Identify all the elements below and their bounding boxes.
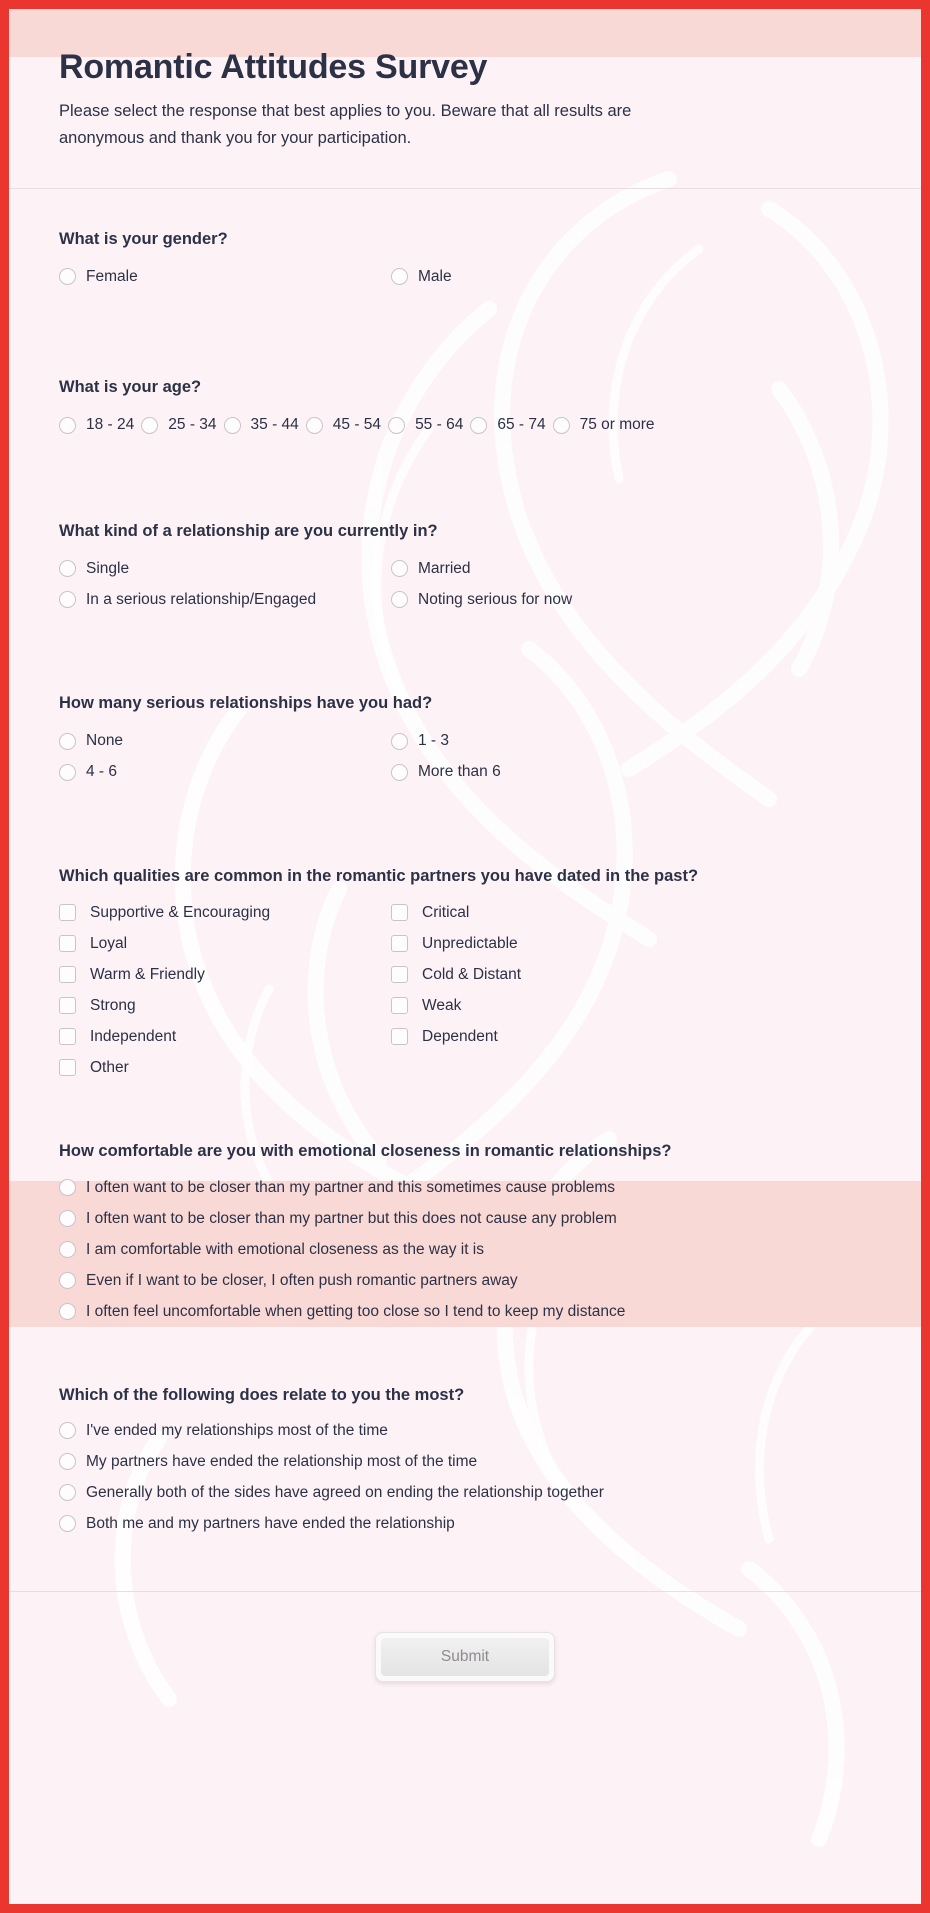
checkbox-icon[interactable]	[59, 1059, 76, 1076]
option-independent[interactable]	[59, 1021, 391, 1052]
option-label: Noting serious for now	[418, 590, 573, 608]
option-age-65-74[interactable]	[470, 410, 545, 441]
option-gender-male[interactable]	[391, 261, 921, 292]
option-label: 75 or more	[579, 416, 655, 434]
radio-icon[interactable]	[391, 268, 408, 285]
option-other[interactable]	[59, 1052, 391, 1083]
radio-icon[interactable]	[391, 591, 408, 608]
question-gender	[59, 189, 921, 292]
question-relates-most	[59, 1327, 921, 1538]
radio-icon[interactable]	[59, 560, 76, 577]
radio-icon[interactable]	[59, 733, 76, 750]
submit-area	[9, 1592, 921, 1682]
options-emotional-closeness	[59, 1162, 921, 1327]
option-critical[interactable]	[391, 897, 921, 928]
option-label: I often want to be closer than my partner and this sometimes cause problems	[86, 1179, 615, 1197]
option-label: None	[86, 732, 124, 750]
question-partner-qualities	[59, 788, 921, 1083]
option-label: In a serious relationship/Engaged	[86, 590, 317, 608]
option-label: Both me and my partners have ended the relationship	[86, 1514, 455, 1532]
radio-icon[interactable]	[59, 268, 76, 285]
option-label: 25 - 34	[168, 416, 217, 434]
option-age-55-64[interactable]	[388, 410, 463, 441]
checkbox-icon[interactable]	[391, 1028, 408, 1045]
radio-icon[interactable]	[391, 560, 408, 577]
option-relates-2[interactable]	[59, 1446, 921, 1477]
option-cold-distant[interactable]	[391, 959, 921, 990]
radio-icon[interactable]	[388, 417, 405, 434]
option-count-more-than-6[interactable]	[391, 757, 921, 788]
option-label: Supportive & Encouraging	[90, 903, 271, 921]
radio-icon[interactable]	[59, 1453, 76, 1470]
option-label: 55 - 64	[415, 416, 464, 434]
option-label: Strong	[90, 996, 136, 1014]
option-closeness-3[interactable]	[59, 1234, 921, 1265]
survey-header	[9, 9, 921, 152]
radio-icon[interactable]	[306, 417, 323, 434]
option-gender-female[interactable]	[59, 261, 391, 292]
option-label: Single	[86, 559, 130, 577]
option-label: Other	[90, 1058, 129, 1076]
checkbox-icon[interactable]	[59, 966, 76, 983]
option-label: I often feel uncomfortable when getting too close so I tend to keep my distance	[86, 1303, 626, 1321]
question-partner-qualities-title: Which qualities are common in the romantic partners you have dated in the past?	[59, 866, 699, 885]
option-label: Even if I want to be closer, I often push romantic partners away	[86, 1272, 518, 1290]
option-label: 4 - 6	[86, 763, 118, 781]
option-label: 35 - 44	[250, 416, 299, 434]
options-relates-most	[59, 1407, 921, 1539]
option-supportive-encouraging[interactable]	[59, 897, 391, 928]
option-label: More than 6	[418, 763, 501, 781]
survey-description: Please select the response that best applies to you. Beware that all results are anonymous and thank you for your participation.	[59, 102, 632, 148]
question-age-title: What is your age?	[59, 378, 202, 397]
option-weak[interactable]	[391, 990, 921, 1021]
radio-icon[interactable]	[553, 417, 570, 434]
option-label: I've ended my relationships most of the time	[86, 1421, 388, 1439]
option-age-25-34[interactable]	[141, 410, 216, 441]
checkbox-icon[interactable]	[59, 904, 76, 921]
option-relates-3[interactable]	[59, 1477, 921, 1508]
checkbox-icon[interactable]	[391, 935, 408, 952]
submit-frame	[375, 1632, 555, 1682]
option-strong[interactable]	[59, 990, 391, 1021]
option-single[interactable]	[59, 553, 391, 584]
option-label: I often want to be closer than my partner but this does not cause any problem	[86, 1210, 617, 1228]
options-relationship-kind	[59, 542, 921, 615]
radio-icon[interactable]	[59, 1179, 76, 1196]
checkbox-icon[interactable]	[391, 997, 408, 1014]
radio-icon[interactable]	[59, 1303, 76, 1320]
question-relates-most-title: Which of the following does relate to you the most?	[59, 1386, 465, 1405]
survey-body	[9, 189, 921, 1539]
option-warm-friendly[interactable]	[59, 959, 391, 990]
option-unpredictable[interactable]	[391, 928, 921, 959]
option-label: Loyal	[90, 934, 128, 952]
option-age-35-44[interactable]	[224, 410, 299, 441]
option-label: My partners have ended the relationship most of the time	[86, 1452, 478, 1470]
option-closeness-5[interactable]	[59, 1296, 921, 1327]
question-age	[59, 292, 921, 440]
question-serious-count-title: How many serious relationships have you had?	[59, 694, 433, 713]
question-emotional-closeness-title: How comfortable are you with emotional closeness in romantic relationships?	[59, 1142, 672, 1161]
option-label: Married	[418, 559, 471, 577]
option-serious-engaged[interactable]	[59, 584, 391, 615]
option-dependent[interactable]	[391, 1021, 921, 1052]
option-age-75-or-more[interactable]	[553, 410, 655, 441]
radio-icon[interactable]	[59, 1422, 76, 1439]
radio-icon[interactable]	[391, 764, 408, 781]
radio-icon[interactable]	[141, 417, 158, 434]
radio-icon[interactable]	[59, 1210, 76, 1227]
question-gender-title: What is your gender?	[59, 229, 228, 248]
question-relationship-kind-title: What kind of a relationship are you currently in?	[59, 521, 438, 540]
radio-icon[interactable]	[59, 1272, 76, 1289]
checkbox-icon[interactable]	[391, 904, 408, 921]
option-label: 1 - 3	[418, 732, 450, 750]
radio-icon[interactable]	[59, 1515, 76, 1532]
option-label: 18 - 24	[86, 416, 135, 434]
option-count-none[interactable]	[59, 726, 391, 757]
option-label: Independent	[90, 1027, 177, 1045]
option-relates-4[interactable]	[59, 1508, 921, 1539]
radio-icon[interactable]	[59, 764, 76, 781]
radio-icon[interactable]	[59, 1484, 76, 1501]
option-age-45-54[interactable]	[306, 410, 381, 441]
survey-content	[9, 9, 921, 1682]
option-label: Weak	[422, 996, 462, 1014]
radio-icon[interactable]	[224, 417, 241, 434]
option-label: Male	[418, 268, 452, 286]
options-partner-qualities	[59, 887, 921, 1083]
option-count-1-3[interactable]	[391, 726, 921, 757]
option-label: Generally both of the sides have agreed on ending the relationship together	[86, 1483, 604, 1501]
radio-icon[interactable]	[470, 417, 487, 434]
option-married[interactable]	[391, 553, 921, 584]
option-count-4-6[interactable]	[59, 757, 391, 788]
radio-icon[interactable]	[59, 591, 76, 608]
question-relationship-kind	[59, 441, 921, 615]
checkbox-icon[interactable]	[391, 966, 408, 983]
options-age	[59, 399, 921, 441]
option-closeness-1[interactable]	[59, 1172, 921, 1203]
option-relates-1[interactable]	[59, 1415, 921, 1446]
option-closeness-4[interactable]	[59, 1265, 921, 1296]
question-serious-count	[59, 615, 921, 787]
radio-icon[interactable]	[59, 1241, 76, 1258]
checkbox-icon[interactable]	[59, 997, 76, 1014]
option-label: Female	[86, 268, 138, 286]
radio-icon[interactable]	[391, 733, 408, 750]
submit-button[interactable]: Submit	[381, 1638, 549, 1676]
option-label: Warm & Friendly	[90, 965, 205, 983]
checkbox-icon[interactable]	[59, 935, 76, 952]
options-serious-count	[59, 715, 921, 788]
question-emotional-closeness	[59, 1083, 921, 1327]
option-label: I am comfortable with emotional closeness as the way it is	[86, 1241, 485, 1259]
checkbox-icon[interactable]	[59, 1028, 76, 1045]
options-gender	[59, 250, 921, 292]
radio-icon[interactable]	[59, 417, 76, 434]
option-label: Dependent	[422, 1027, 498, 1045]
option-label: Unpredictable	[422, 934, 518, 952]
page-title: Romantic Attitudes Survey	[59, 48, 488, 86]
option-label: Cold & Distant	[422, 965, 522, 983]
option-age-18-24[interactable]	[59, 410, 134, 441]
option-loyal[interactable]	[59, 928, 391, 959]
option-nothing-serious[interactable]	[391, 584, 921, 615]
option-label: 45 - 54	[332, 416, 382, 434]
option-closeness-2[interactable]	[59, 1203, 921, 1234]
option-label: Critical	[422, 903, 470, 921]
option-label: 65 - 74	[497, 416, 546, 434]
